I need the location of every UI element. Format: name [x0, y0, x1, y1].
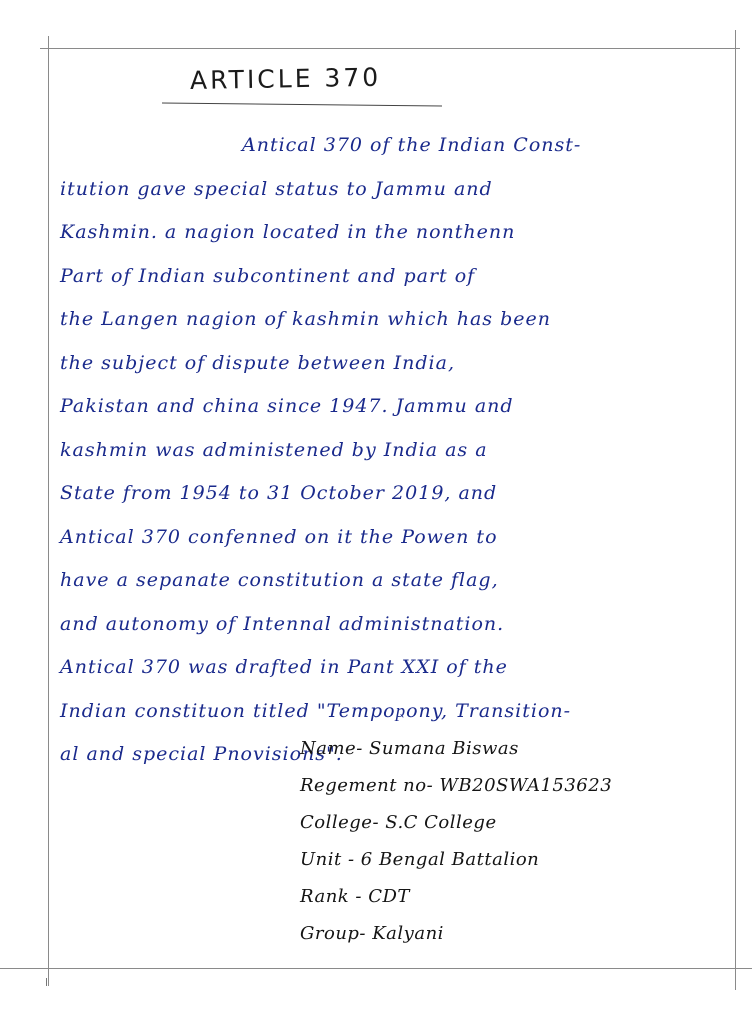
body-line: Antical 370 confenned on it the Powen to	[60, 525, 498, 548]
body-line: and autonomy of Intennal administnation.	[60, 612, 505, 635]
signature-regiment: Regement no- WB20SWA153623	[300, 775, 613, 796]
body-line: Indian constituon titled "Tempoҏony, Transition-	[60, 699, 572, 722]
body-line: al and special Pnovisions".	[60, 743, 343, 765]
signature-block	[300, 730, 720, 952]
body-paragraph	[60, 124, 732, 777]
body-line: Pakistan and china since 1947. Jammu and	[60, 395, 514, 417]
body-line: have a sepanate constitution a state flag,	[60, 569, 499, 591]
top-margin-line	[40, 48, 740, 49]
left-margin-line	[48, 36, 49, 986]
body-line: Part of Indian subcontinent and part of	[60, 264, 476, 287]
margin-tick-mark	[46, 978, 51, 986]
signature-name: Name- Sumana Biswas	[300, 738, 519, 759]
signature-rank: Rank - CDT	[300, 886, 410, 907]
signature-group: Group- Kalyani	[300, 923, 444, 944]
signature-college: College- S.C College	[300, 812, 497, 833]
body-line: State from 1954 to 31 October 2019, and	[60, 482, 498, 504]
body-line: Antical 370 of the Indian Const-	[242, 134, 582, 156]
body-line: itution gave special status to Jammu and	[60, 177, 493, 200]
signature-unit: Unit - 6 Bengal Battalion	[300, 849, 540, 870]
body-line: kashmin was administened by India as a	[60, 438, 488, 461]
body-line: the Langen nagion of kashmin which has been	[60, 308, 551, 330]
body-line: the subject of dispute between India,	[60, 351, 455, 374]
body-line: Antical 370 was drafted in Pant XXI of the	[60, 656, 508, 678]
title-underline	[162, 103, 442, 107]
page-title: ARTICLE 370	[189, 62, 382, 95]
body-line: Kashmin. a nagion located in the nonthenn	[60, 221, 516, 243]
right-margin-line	[735, 30, 736, 990]
bottom-margin-line	[0, 968, 752, 969]
